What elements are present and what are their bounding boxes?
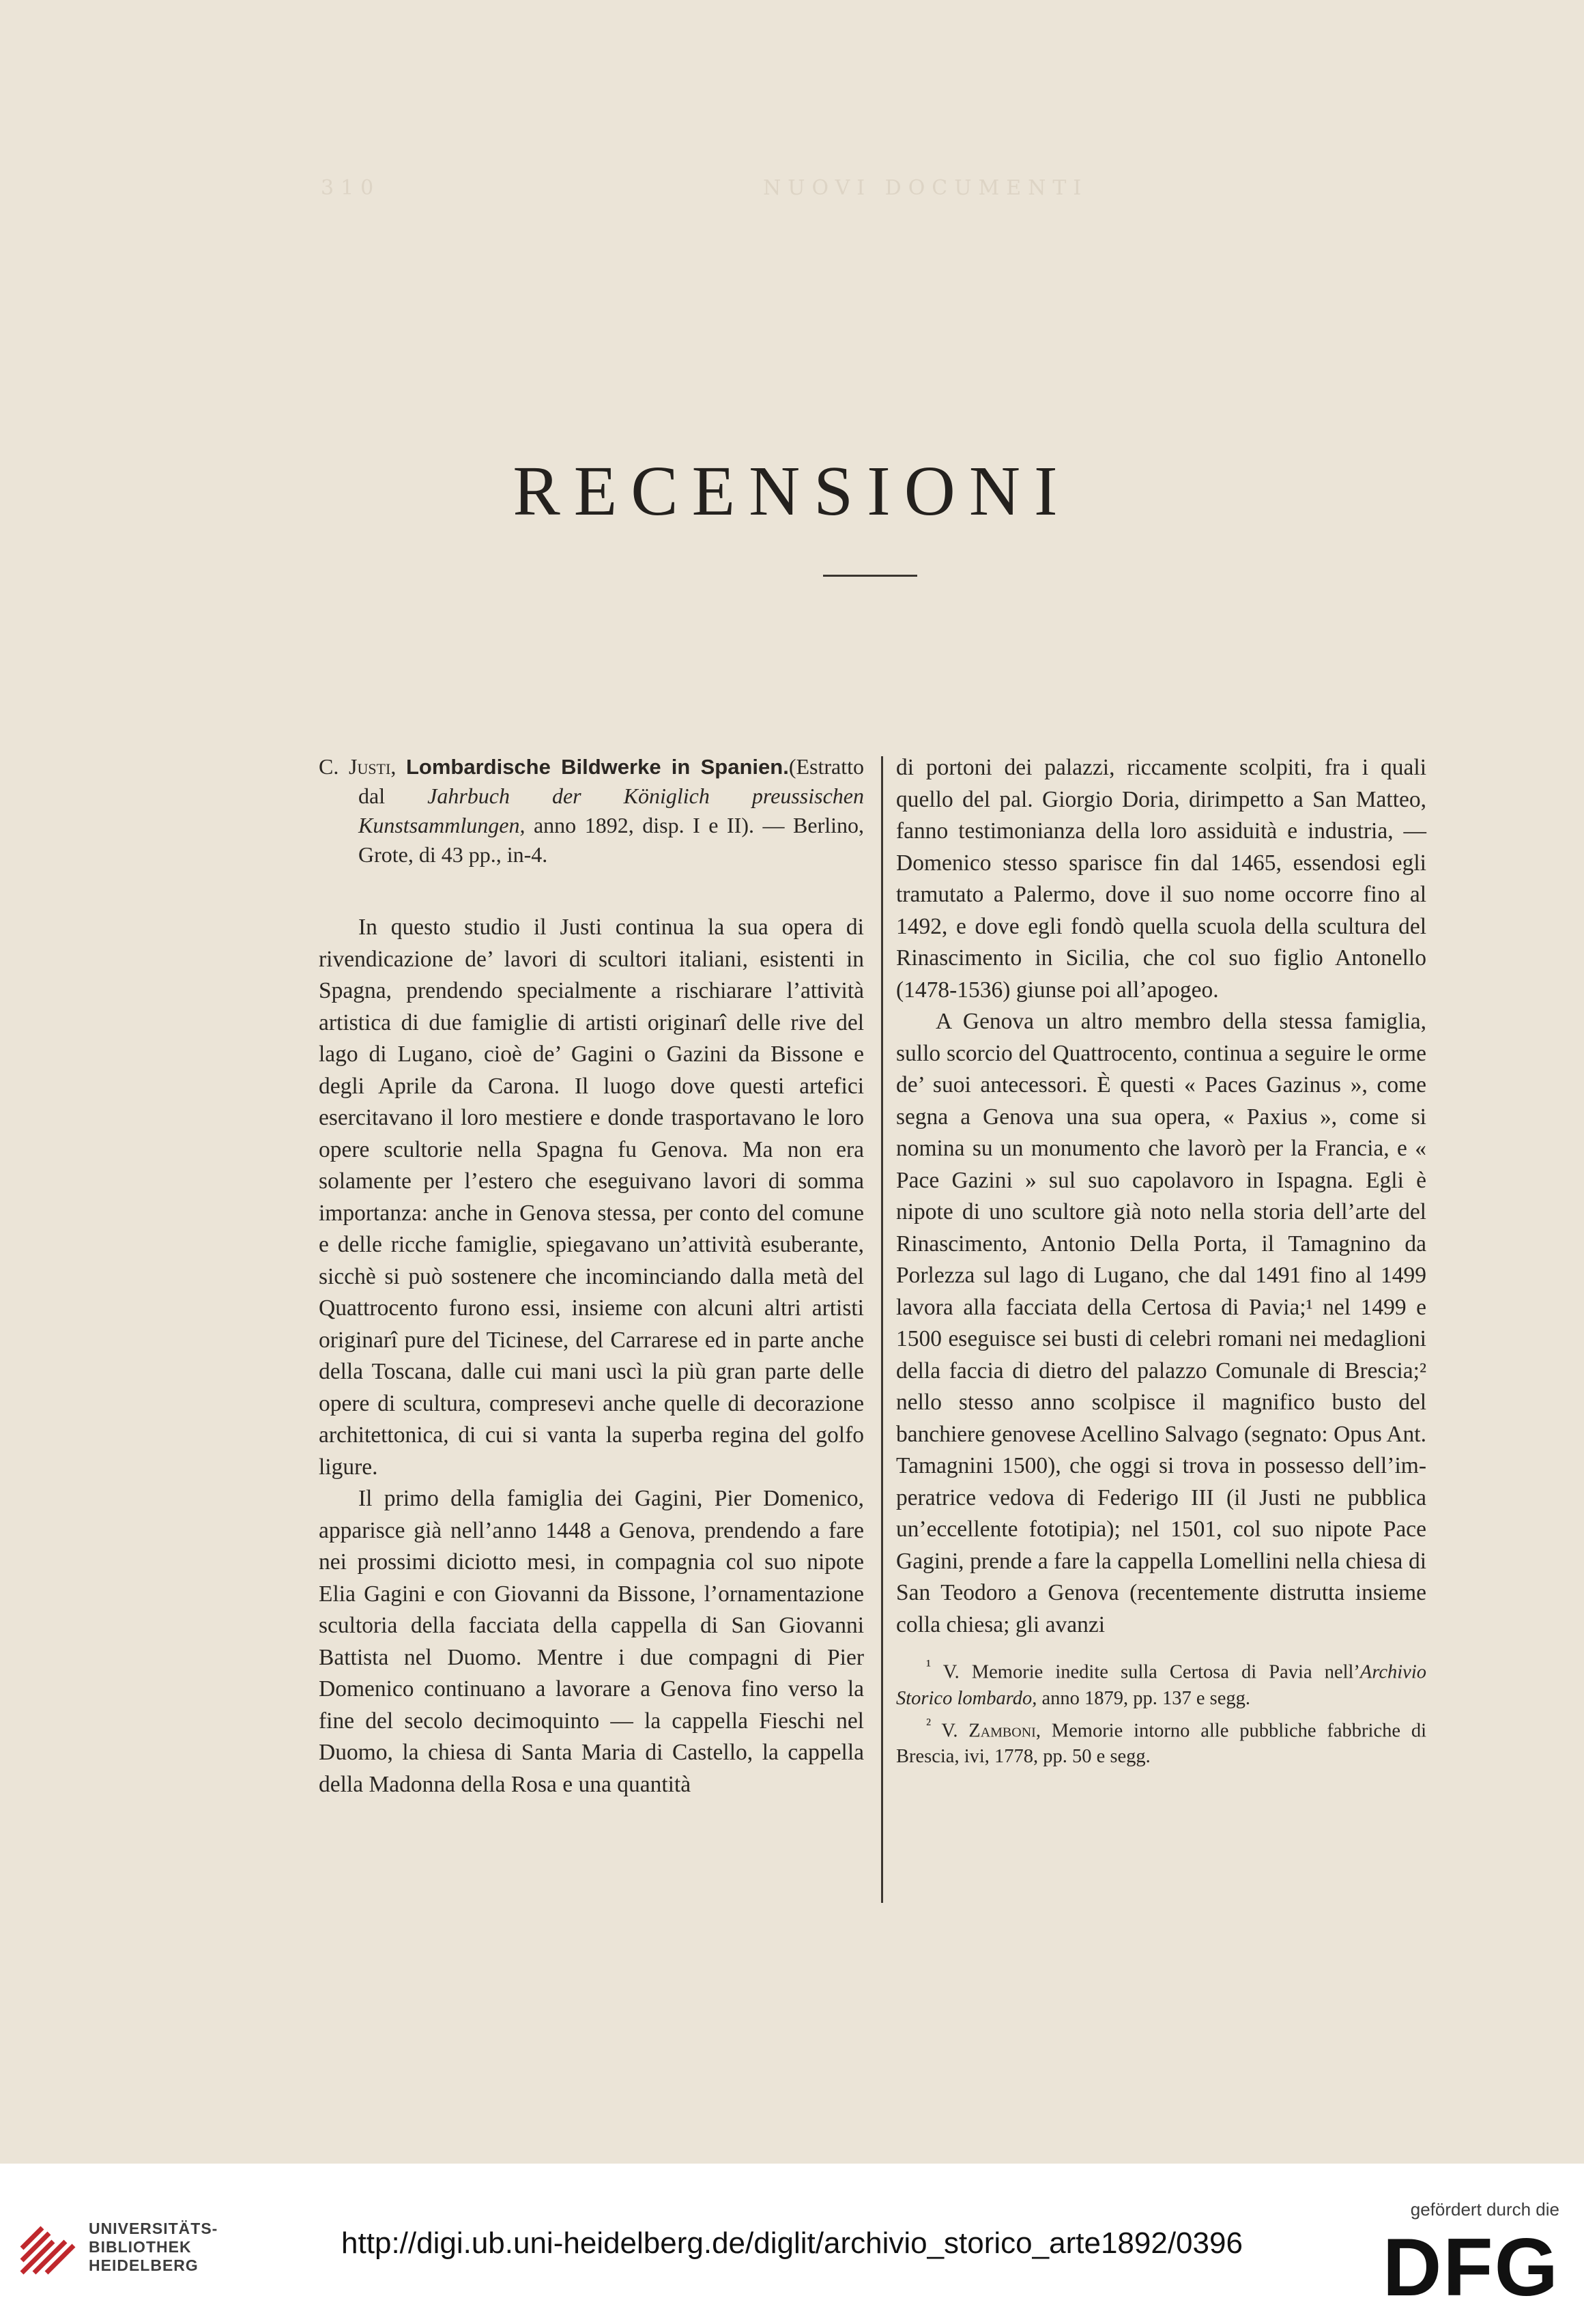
paragraph: di portoni dei palazzi, riccamente scolpiti, fra i quali quello del pal. Giorgio Doria, dirimpetto a San Matteo, fanno testimonianza della loro assiduità e industria, — Domenico stesso sparisce fin dal 1465, essendosi egli tramutato a Palermo, dove il suo nome occorre fino al 1492, e dove egli fondò quella scuola della scultura del Rinascimento in Sicilia, che col suo figlio Antonello (1478-1536) giunse poi all’apogeo. bbox=[896, 755, 1426, 1003]
footnote-mark: ² bbox=[926, 1715, 932, 1734]
paragraph: In questo studio il Justi continua la sua opera di rivendicazione de’ lavori di scultori italiani, esistenti in Spagna, prendendo specialmente a rischiarare l’attività artistica di due famiglie di artisti originarî delle rive del lago di Lugano, cioè de’ Gagini o Gazini da Bissone e degli Aprile da Carona. Il luogo dove questi artefici esercitavano il loro mestiere e donde trasportavano le loro opere scultorie nella Spagna fu Genova. Ma non era solamente per l’estero che eseguivano lavori di somma importanza: anche in Genova stessa, per conto del comune e delle ricche famiglie, spiegavano un’attività esuberante, sicchè si può sostenere che incominciando dalla metà del Quattrocento furono essi, insieme con alcuni altri artisti originarî pure del Ticinese, del Carrarese ed in parte anche della Toscana, dalle cui mani uscì la più gran parte delle opere di scultura, compresevi anche quelle di decorazione architettonica, di cui si vanta la superba regina del golfo ligure. bbox=[319, 915, 864, 1480]
citation-details-close: anno 1892, disp. I e II). — Berlino, Grote, di 43 pp., in-4. bbox=[358, 813, 864, 867]
citation-details-open: (Estratto dal bbox=[358, 754, 864, 808]
citation-author: C. Justi, bbox=[319, 754, 397, 779]
citation-work-title: Lombardische Bildwerke in Spanien. bbox=[405, 755, 789, 779]
right-column bbox=[896, 752, 1426, 1770]
dfg-logo: DFG bbox=[1382, 2222, 1559, 2313]
review-citation bbox=[319, 752, 864, 870]
footnote-text: Memorie intorno alle pubbliche fabbriche di Brescia, ivi, 1778, pp. 50 e segg. bbox=[896, 1720, 1426, 1767]
show-through-running-head: NUOVI DOCUMENTI bbox=[763, 176, 1089, 200]
funded-by-label: gefördert durch die bbox=[1410, 2199, 1559, 2220]
library-name-line: UNIVERSITÄTS- bbox=[89, 2220, 218, 2237]
footnote-text: V. Memorie inedite sulla Certosa di Pavia nell’ bbox=[931, 1661, 1360, 1683]
footnote-author: V. Zamboni, bbox=[931, 1720, 1041, 1741]
library-name-line: BIBLIOTHEK bbox=[89, 2238, 192, 2256]
footnote-italic: Archivio Storico lombardo, bbox=[896, 1661, 1426, 1709]
column-divider bbox=[881, 756, 883, 1903]
title-rule bbox=[823, 575, 917, 577]
footnote-mark: ¹ bbox=[926, 1657, 932, 1675]
footnote-2 bbox=[896, 1712, 1426, 1770]
page-title: RECENSIONI bbox=[513, 452, 1071, 530]
footnote-text: anno 1879, pp. 137 e segg. bbox=[1037, 1687, 1251, 1709]
permalink-url[interactable]: http://digi.ub.uni-heidelberg.de/diglit/archivio_storico_arte1892/0396 bbox=[341, 2226, 1243, 2260]
citation-journal: Jahrbuch der Königlich preussischen Kunstsammlungen, bbox=[358, 784, 865, 837]
paragraph: Il primo della famiglia dei Gagini, Pier Domenico, apparisce già nell’anno 1448 a Genova, prendendo a fare nei prossimi diciotto mesi, in compagnia col suo nipote Elia Gagini e con Giovanni da Bissone, l’ornamentazione scultoria della facciata della cappella di San Giovanni Battista nel Duomo. Mentre i due compagni di Pier Domenico continuano a lavorare a Genova fino verso la fine del secolo decimoquinto — la cappella Fieschi nel Duomo, la chiesa di Santa Maria di Castello, la cappella della Madonna della Rosa e una quantità bbox=[319, 1486, 864, 1797]
footnote-1 bbox=[896, 1653, 1426, 1712]
library-name-line: HEIDELBERG bbox=[89, 2256, 199, 2274]
left-column bbox=[319, 752, 864, 1801]
show-through-page-number: 310 bbox=[321, 176, 381, 200]
paragraph: A Genova un altro membro della stessa famiglia, sullo scorcio del Quattrocento, continua a seguire le orme de’ suoi antecessori. È questi « Paces Gazinus », come segna a Genova una sua opera, « Paxius », come si nomina su un monumento che lavorò per la Francia, e « Pace Gazini » sul suo capolavoro in Ispagna. Egli è nipote di uno scultore già noto nella storia dell’arte del Rinascimento, Antonio Della Porta, il Tamagnino da Porlezza sul lago di Lugano, che dal 1491 fino al 1499 lavora alla facciata della Certosa di Pavia;¹ nel 1499 e 1500 eseguisce sei busti di celebri romani nei medaglioni della faccia di dietro del palazzo Comunale di Brescia;² nello stesso anno scolpisce il magnifico busto del banchiere genovese Acellino Salvago (segnato: Opus Ant. Tamagnini 1500), che oggi si trova in possesso dell’imperatrice vedova di Federigo III (il Justi ne pubblica un’eccellente fototipia); nel 1501, col suo nipote Pace Gagini, prende a fare la cappella Lomellini nella chiesa di San Teodoro a Genova (recentemente distrutta insieme colla chiesa; gli avanzi bbox=[896, 1009, 1426, 1637]
